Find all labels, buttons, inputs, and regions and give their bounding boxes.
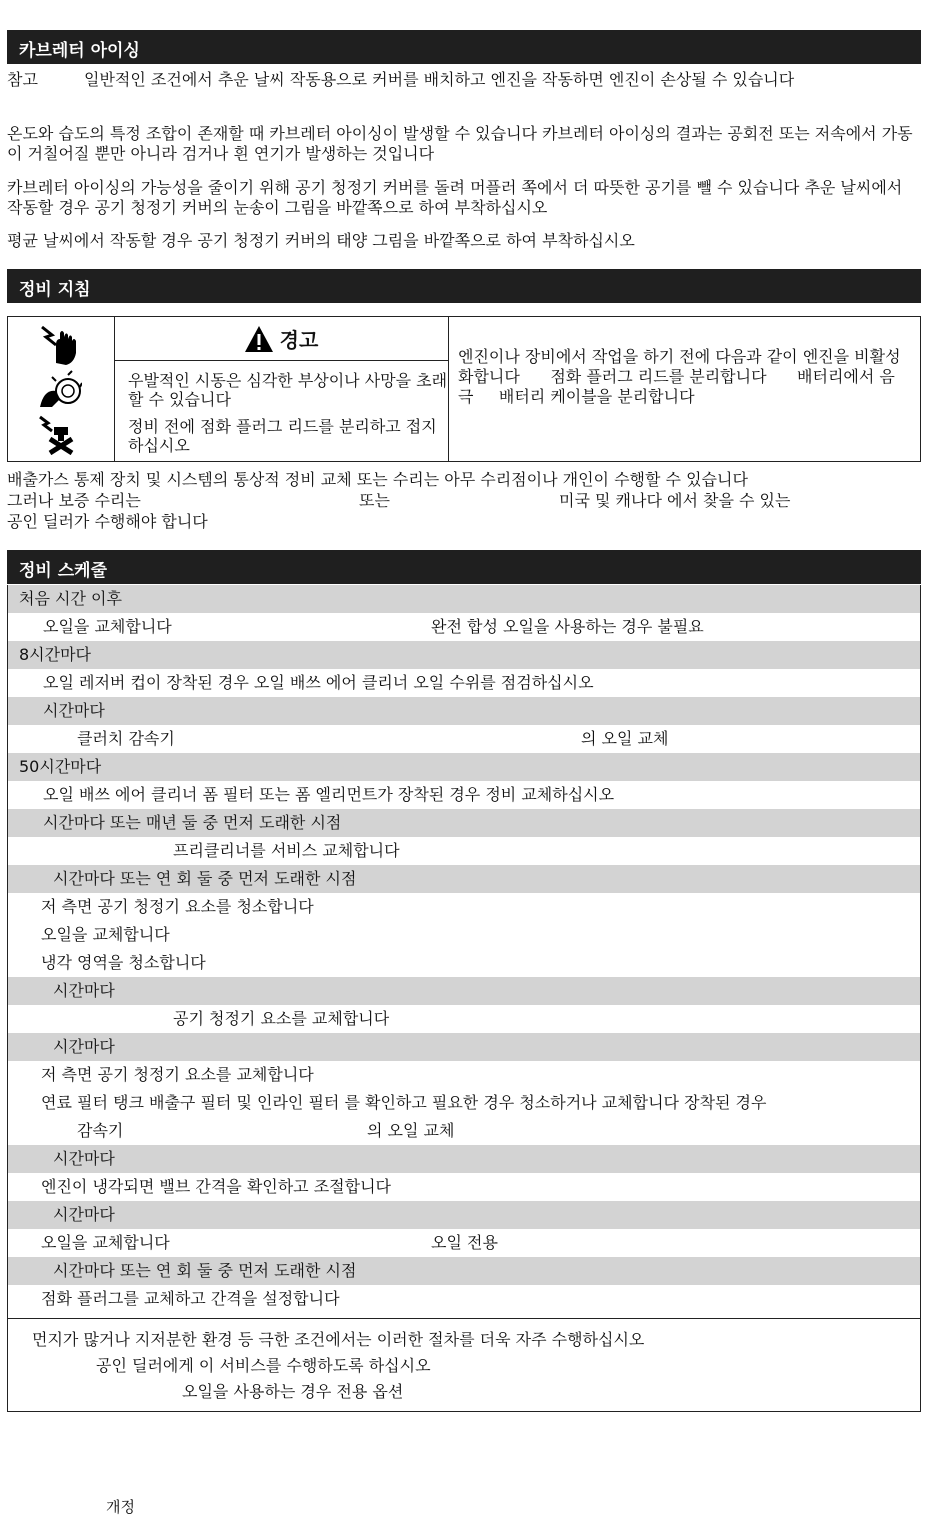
task-detail: 오일 전용 [431, 1233, 498, 1252]
rotating-blade-icon [38, 369, 82, 413]
task-label: 클러치 감속기 [77, 729, 175, 748]
task-label: 연료 필터 탱크 배출구 필터 및 인라인 필터 를 확인하고 필요한 경우 청소하거나 교체합니다 장착된 경우 [41, 1093, 767, 1112]
emission-line-2a: 그러나 보증 수리는 [7, 491, 141, 510]
interval-label: 8시간마다 [19, 645, 92, 664]
schedule-task-row [7, 1089, 921, 1117]
task-label: 오일을 교체합니다 [41, 1233, 170, 1252]
maintenance-schedule [7, 585, 921, 1313]
task-detail: 의 오일 교체 [581, 729, 669, 748]
schedule-note-1: 먼지가 많거나 지저분한 환경 등 극한 조건에서는 이러한 절차를 더욱 자주 수행하십시오 [32, 1330, 645, 1349]
schedule-task-row [7, 893, 921, 921]
revision-label: 개정 [106, 1498, 135, 1516]
schedule-interval-row [7, 1257, 921, 1285]
schedule-interval-row [7, 585, 921, 613]
schedule-interval-row [7, 641, 921, 669]
schedule-interval-row [7, 1201, 921, 1229]
interval-label: 시간마다 또는 연 회 둘 중 먼저 도래한 시점 [53, 1261, 357, 1280]
schedule-interval-row [7, 753, 921, 781]
interval-label: 처음 시간 이후 [19, 589, 122, 608]
task-label: 저 측면 공기 청정기 요소를 교체합니다 [41, 1065, 314, 1084]
interval-label: 시간마다 또는 매년 둘 중 먼저 도래한 시점 [43, 813, 342, 832]
schedule-note-3: 오일을 사용하는 경우 전용 옵션 [182, 1382, 404, 1401]
schedule-interval-row [7, 865, 921, 893]
schedule-task-row [7, 781, 921, 809]
interval-label: 시간마다 [53, 1149, 115, 1168]
note-label: 참고 [7, 70, 38, 89]
schedule-task-row [7, 1061, 921, 1089]
task-detail: 완전 합성 오일을 사용하는 경우 불필요 [431, 617, 704, 636]
task-label: 엔진이 냉각되면 밸브 간격을 확인하고 조절합니다 [41, 1177, 392, 1196]
schedule-task-row [7, 1005, 921, 1033]
warning-line-1: 우발적인 시동은 심각한 부상이나 사망을 초래할 수 있습니다 [128, 371, 448, 409]
task-label: 점화 플러그를 교체하고 간격을 설정합니다 [41, 1289, 340, 1308]
maintenance-heading: 정비 지침 [7, 269, 921, 303]
emission-line-3: 공인 딜러가 수행해야 합니다 [7, 512, 208, 531]
emission-line-2b: 또는 [359, 491, 390, 510]
schedule-task-row [7, 669, 921, 697]
note-text: 일반적인 조건에서 추운 날씨 작동용으로 커버를 배치하고 엔진을 작동하면 엔진이 손상될 수 있습니다 [84, 70, 795, 89]
carb-paragraph-2: 카브레터 아이싱의 가능성을 줄이기 위해 공기 청정기 커버를 돌려 머플러 쪽에서 더 따뜻한 공기를 뺄 수 있습니다 추운 날씨에서 작동할 경우 공기 청정기 커버의 눈송이 그림을 바깥쪽으로 하여 부착하십시오 [7, 178, 903, 217]
task-label: 오일을 교체합니다 [41, 925, 170, 944]
interval-label: 시간마다 [53, 1037, 115, 1056]
task-label: 프리클리너를 서비스 교체합니다 [173, 841, 400, 860]
schedule-interval-row [7, 809, 921, 837]
schedule-notes [7, 1318, 921, 1412]
hand-hazard-icon [38, 323, 82, 371]
schedule-task-row [7, 1117, 921, 1145]
warning-triangle-icon [244, 325, 274, 353]
emission-line-1: 배출가스 통제 장치 및 시스템의 통상적 정비 교체 또는 수리는 아무 수리점이나 개인이 수행할 수 있습니다 [7, 470, 748, 489]
schedule-task-row [7, 1285, 921, 1313]
carb-icing-heading: 카브레터 아이싱 [7, 30, 921, 64]
schedule-interval-row [7, 1145, 921, 1173]
schedule-heading: 정비 스케줄 [7, 550, 921, 584]
disable-engine-instruction: 엔진이나 장비에서 작업을 하기 전에 다음과 같이 엔진을 비활성화합니다 점화 플러그 리드를 분리합니다 배터리에서 음극 배터리 케이블을 분리합니다 [458, 347, 901, 406]
interval-label: 시간마다 [43, 701, 105, 720]
warning-line-2: 정비 전에 점화 플러그 리드를 분리하고 접지하십시오 [128, 417, 437, 455]
task-label: 오일을 교체합니다 [43, 617, 172, 636]
spark-plug-disconnect-icon [38, 413, 82, 459]
task-label: 감속기 [77, 1121, 124, 1140]
schedule-interval-row [7, 697, 921, 725]
task-label: 오일 레저버 컵이 장착된 경우 오일 배쓰 에어 클리너 오일 수위를 점검하십시오 [43, 673, 594, 692]
task-detail: 의 오일 교체 [367, 1121, 455, 1140]
schedule-note-2: 공인 딜러에게 이 서비스를 수행하도록 하십시오 [96, 1356, 431, 1375]
warning-cell [114, 317, 449, 461]
warning-table [7, 316, 921, 462]
warning-header [114, 317, 448, 361]
schedule-interval-row [7, 977, 921, 1005]
carb-paragraph-1: 온도와 습도의 특정 조합이 존재할 때 카브레터 아이싱이 발생할 수 있습니다 카브레터 아이싱의 결과는 공회전 또는 저속에서 가동이 거칠어질 뿐만 아니라 검거나 흰 연기가 발생하는 것입니다 [7, 124, 913, 163]
warning-title: 경고 [279, 328, 319, 352]
carb-paragraph-3: 평균 날씨에서 작동할 경우 공기 청정기 커버의 태양 그림을 바깥쪽으로 하여 부착하십시오 [7, 231, 635, 250]
interval-label: 시간마다 [53, 1205, 115, 1224]
schedule-task-row [7, 837, 921, 865]
warning-icons [8, 317, 115, 461]
interval-label: 50시간마다 [19, 757, 102, 776]
interval-label: 시간마다 또는 연 회 둘 중 먼저 도래한 시점 [53, 869, 357, 888]
schedule-task-row [7, 1229, 921, 1257]
emission-line-2c: 미국 및 캐나다 에서 찾을 수 있는 [559, 491, 791, 510]
emission-line-2 [7, 491, 917, 511]
schedule-task-row [7, 725, 921, 753]
schedule-task-row [7, 1173, 921, 1201]
interval-label: 시간마다 [53, 981, 115, 1000]
task-label: 공기 청정기 요소를 교체합니다 [173, 1009, 390, 1028]
task-label: 저 측면 공기 청정기 요소를 청소합니다 [41, 897, 314, 916]
schedule-task-row [7, 921, 921, 949]
schedule-interval-row [7, 1033, 921, 1061]
task-label: 냉각 영역을 청소합니다 [41, 953, 206, 972]
task-label: 오일 배쓰 에어 클리너 폼 필터 또는 폼 엘리먼트가 장착된 경우 정비 교체하십시오 [43, 785, 615, 804]
schedule-task-row [7, 949, 921, 977]
schedule-task-row [7, 613, 921, 641]
